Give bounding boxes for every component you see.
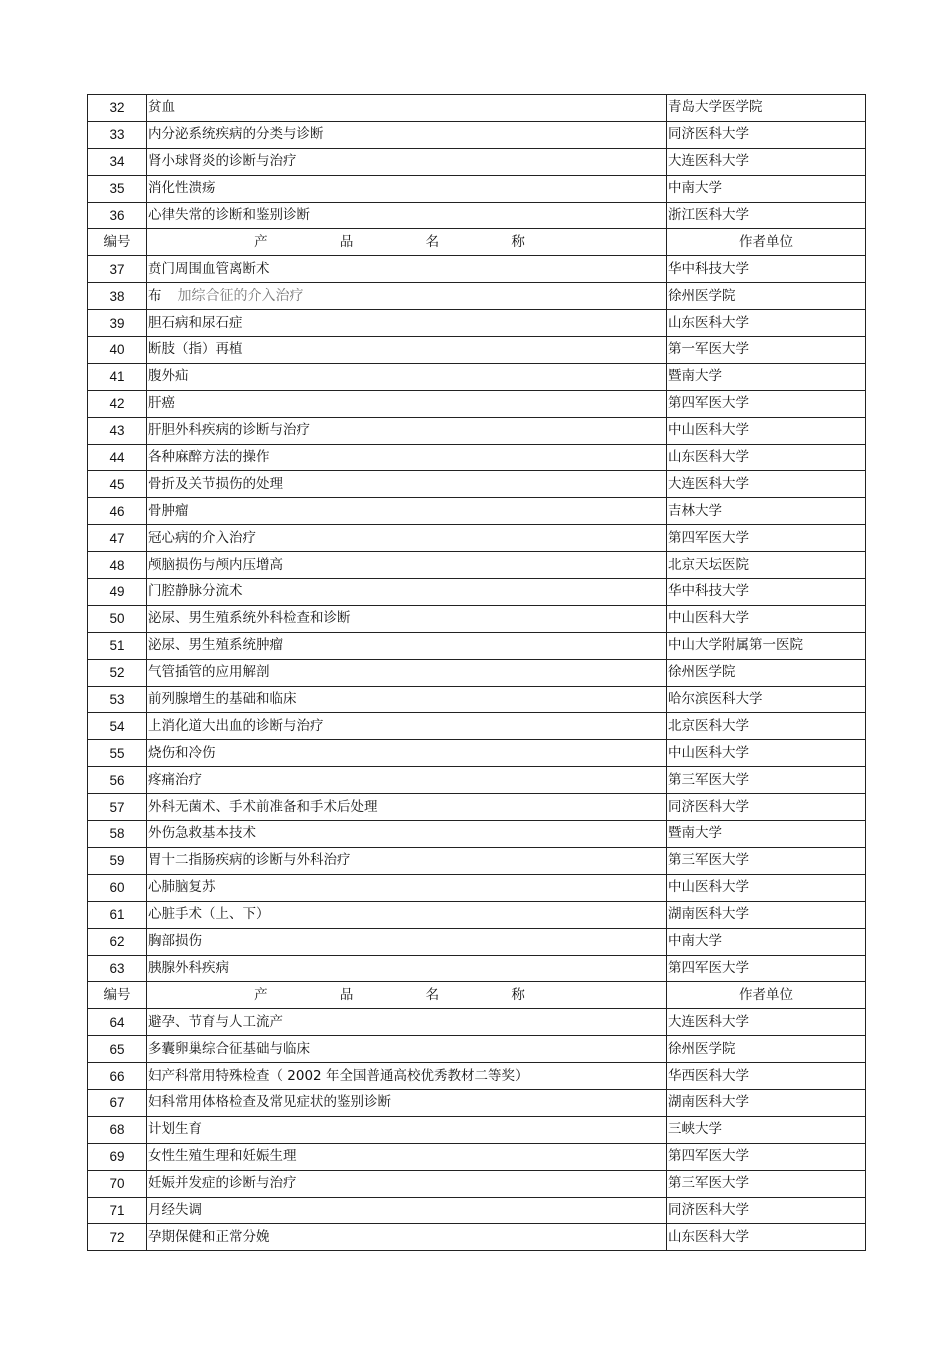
- header-number: 编号: [88, 982, 147, 1009]
- header-author-unit: 作者单位: [667, 982, 866, 1009]
- row-product-name-text: 断肢（指）再植: [148, 341, 243, 358]
- row-product-name-text: 贲门周围血管离断术: [148, 260, 270, 277]
- row-product-name-text: 内分泌系统疾病的分类与诊断: [148, 126, 324, 143]
- table-row: [88, 148, 866, 175]
- row-product-name: [147, 1036, 667, 1063]
- table-row: [88, 686, 866, 713]
- table-row: [88, 767, 866, 794]
- row-author-unit: 同济医科大学: [667, 794, 866, 821]
- row-number: 60: [88, 874, 147, 901]
- row-product-name: [147, 552, 667, 579]
- table-header-row: [88, 229, 866, 256]
- row-number: 54: [88, 713, 147, 740]
- row-number: 33: [88, 121, 147, 148]
- row-number: 45: [88, 471, 147, 498]
- row-product-name: [147, 821, 667, 848]
- row-author-unit: 中山医科大学: [667, 605, 866, 632]
- row-product-name-text: 烧伤和冷伤: [148, 744, 216, 761]
- table-row: [88, 740, 866, 767]
- row-number: 71: [88, 1197, 147, 1224]
- row-author-unit: 三峡大学: [667, 1116, 866, 1143]
- row-number: 59: [88, 847, 147, 874]
- row-number: 35: [88, 175, 147, 202]
- row-product-name-text: 消化性溃疡: [148, 180, 216, 197]
- table-row: [88, 310, 866, 337]
- row-product-name-text: 多囊卵巢综合征基础与临床: [148, 1040, 310, 1057]
- row-product-name-text: 疼痛治疗: [148, 771, 202, 788]
- catalog-body: [88, 95, 866, 1251]
- row-author-unit: 同济医科大学: [667, 1197, 866, 1224]
- row-number: 47: [88, 525, 147, 552]
- row-product-name-text: 泌尿、男生殖系统肿瘤: [148, 637, 283, 654]
- row-product-name-text: 冠心病的介入治疗: [148, 529, 256, 546]
- table-row: [88, 1009, 866, 1036]
- row-product-name: [147, 1116, 667, 1143]
- row-product-name-text: 女性生殖生理和妊娠生理: [148, 1148, 297, 1165]
- row-number: 39: [88, 310, 147, 337]
- table-row: [88, 847, 866, 874]
- row-author-unit: 中山大学附属第一医院: [667, 632, 866, 659]
- table-row: [88, 794, 866, 821]
- row-author-unit: 第四军医大学: [667, 525, 866, 552]
- row-product-name: [147, 794, 667, 821]
- row-author-unit: 华西医科大学: [667, 1063, 866, 1090]
- row-number: 34: [88, 148, 147, 175]
- table-header-row: [88, 982, 866, 1009]
- row-product-name-text: 胸部损伤: [148, 933, 202, 950]
- row-number: 70: [88, 1170, 147, 1197]
- row-product-name-text: 门腔静脉分流术: [148, 583, 243, 600]
- table-row: [88, 659, 866, 686]
- table-row: [88, 1170, 866, 1197]
- row-product-name: [147, 1170, 667, 1197]
- row-product-name-text: 肝癌: [148, 395, 175, 412]
- row-number: 53: [88, 686, 147, 713]
- row-product-name-text: 腹外疝: [148, 368, 189, 385]
- row-number: 50: [88, 605, 147, 632]
- row-product-name-text: 计划生育: [148, 1121, 202, 1138]
- row-author-unit: 暨南大学: [667, 363, 866, 390]
- row-product-name: [147, 525, 667, 552]
- row-product-name: [147, 1089, 667, 1116]
- row-product-name-text: 孕期保健和正常分娩: [148, 1228, 270, 1245]
- row-product-name-text: 前列腺增生的基础和临床: [148, 691, 297, 708]
- row-product-name: [147, 579, 667, 606]
- row-product-name-text: 妊娠并发症的诊断与治疗: [148, 1175, 297, 1192]
- row-author-unit: 吉林大学: [667, 498, 866, 525]
- row-number: 41: [88, 363, 147, 390]
- table-row: [88, 821, 866, 848]
- table-row: [88, 713, 866, 740]
- row-product-name: [147, 847, 667, 874]
- row-author-unit: 青岛大学医学院: [667, 95, 866, 122]
- row-product-name-text: 上消化道大出血的诊断与治疗: [148, 717, 324, 734]
- row-number: 44: [88, 444, 147, 471]
- row-author-unit: 暨南大学: [667, 821, 866, 848]
- row-product-name-text: 肾小球肾炎的诊断与治疗: [148, 153, 297, 170]
- row-author-unit: 徐州医学院: [667, 659, 866, 686]
- row-product-name: [147, 337, 667, 364]
- row-author-unit: 湖南医科大学: [667, 901, 866, 928]
- row-product-name: [147, 175, 667, 202]
- row-product-name-text: 胰腺外科疾病: [148, 959, 229, 976]
- header-product-name: [147, 229, 667, 256]
- table-row: [88, 1224, 866, 1251]
- row-number: 64: [88, 1009, 147, 1036]
- row-product-name: [147, 605, 667, 632]
- header-product-name: [147, 982, 667, 1009]
- row-author-unit: 浙江医科大学: [667, 202, 866, 229]
- row-author-unit: 华中科技大学: [667, 256, 866, 283]
- row-author-unit: 北京医科大学: [667, 713, 866, 740]
- table-row: [88, 874, 866, 901]
- row-product-name: [147, 256, 667, 283]
- row-product-name-text: 胆石病和尿石症: [148, 314, 243, 331]
- row-product-name: [147, 1197, 667, 1224]
- table-row: [88, 1116, 866, 1143]
- row-author-unit: 第四军医大学: [667, 1143, 866, 1170]
- row-product-name: [147, 202, 667, 229]
- row-product-name-text: 月经失调: [148, 1201, 202, 1218]
- row-product-name: [147, 1143, 667, 1170]
- header-product-name-label: 产 品 名 称: [254, 233, 559, 250]
- row-author-unit: 山东医科大学: [667, 1224, 866, 1251]
- row-author-unit: 中山医科大学: [667, 874, 866, 901]
- row-product-name-text: 颅脑损伤与颅内压增高: [148, 556, 283, 573]
- row-number: 69: [88, 1143, 147, 1170]
- table-row: [88, 955, 866, 982]
- row-product-name: [147, 363, 667, 390]
- row-product-name-text: 布: [148, 287, 162, 304]
- row-number: 56: [88, 767, 147, 794]
- row-product-name-text: 各种麻醉方法的操作: [148, 449, 270, 466]
- row-number: 32: [88, 95, 147, 122]
- row-product-name: [147, 901, 667, 928]
- row-product-name-overlay: 加综合征的介入治疗: [177, 287, 304, 304]
- table-row: [88, 1089, 866, 1116]
- row-author-unit: 第一军医大学: [667, 337, 866, 364]
- row-author-unit: 第三军医大学: [667, 767, 866, 794]
- row-number: 63: [88, 955, 147, 982]
- table-row: [88, 283, 866, 310]
- row-author-unit: 第三军医大学: [667, 1170, 866, 1197]
- row-author-unit: 大连医科大学: [667, 471, 866, 498]
- table-row: [88, 901, 866, 928]
- row-number: 57: [88, 794, 147, 821]
- table-row: [88, 1063, 866, 1090]
- row-product-name-text: 心肺脑复苏: [148, 879, 216, 896]
- row-number: 67: [88, 1089, 147, 1116]
- row-author-unit: 中山医科大学: [667, 740, 866, 767]
- row-product-name: [147, 686, 667, 713]
- table-row: [88, 444, 866, 471]
- row-product-name-text: 肝胆外科疾病的诊断与治疗: [148, 422, 310, 439]
- table-row: [88, 525, 866, 552]
- row-product-name: [147, 1009, 667, 1036]
- row-author-unit: 第四军医大学: [667, 390, 866, 417]
- row-product-name: [147, 283, 667, 310]
- row-product-name-text: 避孕、节育与人工流产: [148, 1013, 283, 1030]
- row-author-unit: 徐州医学院: [667, 283, 866, 310]
- header-author-unit: 作者单位: [667, 229, 866, 256]
- row-product-name: [147, 310, 667, 337]
- table-row: [88, 471, 866, 498]
- row-product-name: [147, 498, 667, 525]
- row-number: 58: [88, 821, 147, 848]
- row-number: 72: [88, 1224, 147, 1251]
- row-product-name: [147, 148, 667, 175]
- row-product-name: [147, 1224, 667, 1251]
- row-number: 43: [88, 417, 147, 444]
- row-product-name-text: 心律失常的诊断和鉴别诊断: [148, 207, 310, 223]
- row-number: 55: [88, 740, 147, 767]
- table-row: [88, 579, 866, 606]
- row-number: 49: [88, 579, 147, 606]
- row-number: 62: [88, 928, 147, 955]
- row-author-unit: 中山医科大学: [667, 417, 866, 444]
- product-catalog-table: [87, 94, 866, 1251]
- row-product-name-text: 妇科常用体格检查及常见症状的鉴别诊断: [148, 1094, 391, 1111]
- table-row: [88, 498, 866, 525]
- row-author-unit: 大连医科大学: [667, 1009, 866, 1036]
- row-product-name: [147, 740, 667, 767]
- table-row: [88, 337, 866, 364]
- row-number: 37: [88, 256, 147, 283]
- row-product-name: [147, 121, 667, 148]
- table-row: [88, 1036, 866, 1063]
- row-number: 68: [88, 1116, 147, 1143]
- table-row: [88, 121, 866, 148]
- table-row: [88, 363, 866, 390]
- row-product-name: [147, 632, 667, 659]
- row-product-name-text: 骨肿瘤: [148, 502, 189, 519]
- row-product-name: [147, 928, 667, 955]
- row-product-name: [147, 417, 667, 444]
- row-author-unit: 第三军医大学: [667, 847, 866, 874]
- row-number: 51: [88, 632, 147, 659]
- table-row: [88, 390, 866, 417]
- row-product-name: [147, 659, 667, 686]
- table-row: [88, 256, 866, 283]
- row-product-name: [147, 390, 667, 417]
- row-product-name-text: 外科无菌术、手术前准备和手术后处理: [148, 798, 378, 815]
- row-author-unit: 北京天坛医院: [667, 552, 866, 579]
- row-product-name: [147, 444, 667, 471]
- row-number: 40: [88, 337, 147, 364]
- row-author-unit: 中南大学: [667, 928, 866, 955]
- row-product-name: [147, 955, 667, 982]
- row-number: 48: [88, 552, 147, 579]
- row-product-name-text: 心脏手术（上、下）: [148, 906, 270, 923]
- table-row: [88, 417, 866, 444]
- row-product-name: [147, 95, 667, 122]
- row-product-name: [147, 874, 667, 901]
- header-product-name-label: 产 品 名 称: [254, 986, 559, 1003]
- row-number: 42: [88, 390, 147, 417]
- table-row: [88, 928, 866, 955]
- row-author-unit: 大连医科大学: [667, 148, 866, 175]
- row-author-unit: 同济医科大学: [667, 121, 866, 148]
- row-number: 66: [88, 1063, 147, 1090]
- row-number: 36: [88, 202, 147, 229]
- row-number: 38: [88, 283, 147, 310]
- row-author-unit: 山东医科大学: [667, 310, 866, 337]
- row-number: 61: [88, 901, 147, 928]
- row-author-unit: 第四军医大学: [667, 955, 866, 982]
- row-number: 65: [88, 1036, 147, 1063]
- row-product-name: [147, 471, 667, 498]
- table-row: [88, 605, 866, 632]
- table-row: [88, 1143, 866, 1170]
- row-author-unit: 中南大学: [667, 175, 866, 202]
- table-row: [88, 1197, 866, 1224]
- table-row: [88, 95, 866, 122]
- row-product-name-text: 妇产科常用特殊检查（ 2002 年全国普通高校优秀教材二等奖）: [148, 1067, 529, 1084]
- row-product-name-text: 骨折及关节损伤的处理: [148, 475, 283, 492]
- table-row: [88, 552, 866, 579]
- table-row: [88, 202, 866, 229]
- row-product-name-text: 外伤急救基本技术: [148, 825, 256, 842]
- row-product-name: [147, 767, 667, 794]
- row-product-name-text: 泌尿、男生殖系统外科检查和诊断: [148, 610, 351, 627]
- row-author-unit: 徐州医学院: [667, 1036, 866, 1063]
- table-row: [88, 175, 866, 202]
- row-product-name-text: 气管插管的应用解剖: [148, 664, 270, 681]
- row-product-name: [147, 1063, 667, 1090]
- header-number: 编号: [88, 229, 147, 256]
- row-product-name-text: 胃十二指肠疾病的诊断与外科治疗: [148, 852, 351, 869]
- row-number: 52: [88, 659, 147, 686]
- row-product-name-text: 贫血: [148, 99, 175, 116]
- row-author-unit: 湖南医科大学: [667, 1089, 866, 1116]
- row-product-name: [147, 713, 667, 740]
- row-author-unit: 山东医科大学: [667, 444, 866, 471]
- row-author-unit: 哈尔滨医科大学: [667, 686, 866, 713]
- row-author-unit: 华中科技大学: [667, 579, 866, 606]
- table-row: [88, 632, 866, 659]
- row-number: 46: [88, 498, 147, 525]
